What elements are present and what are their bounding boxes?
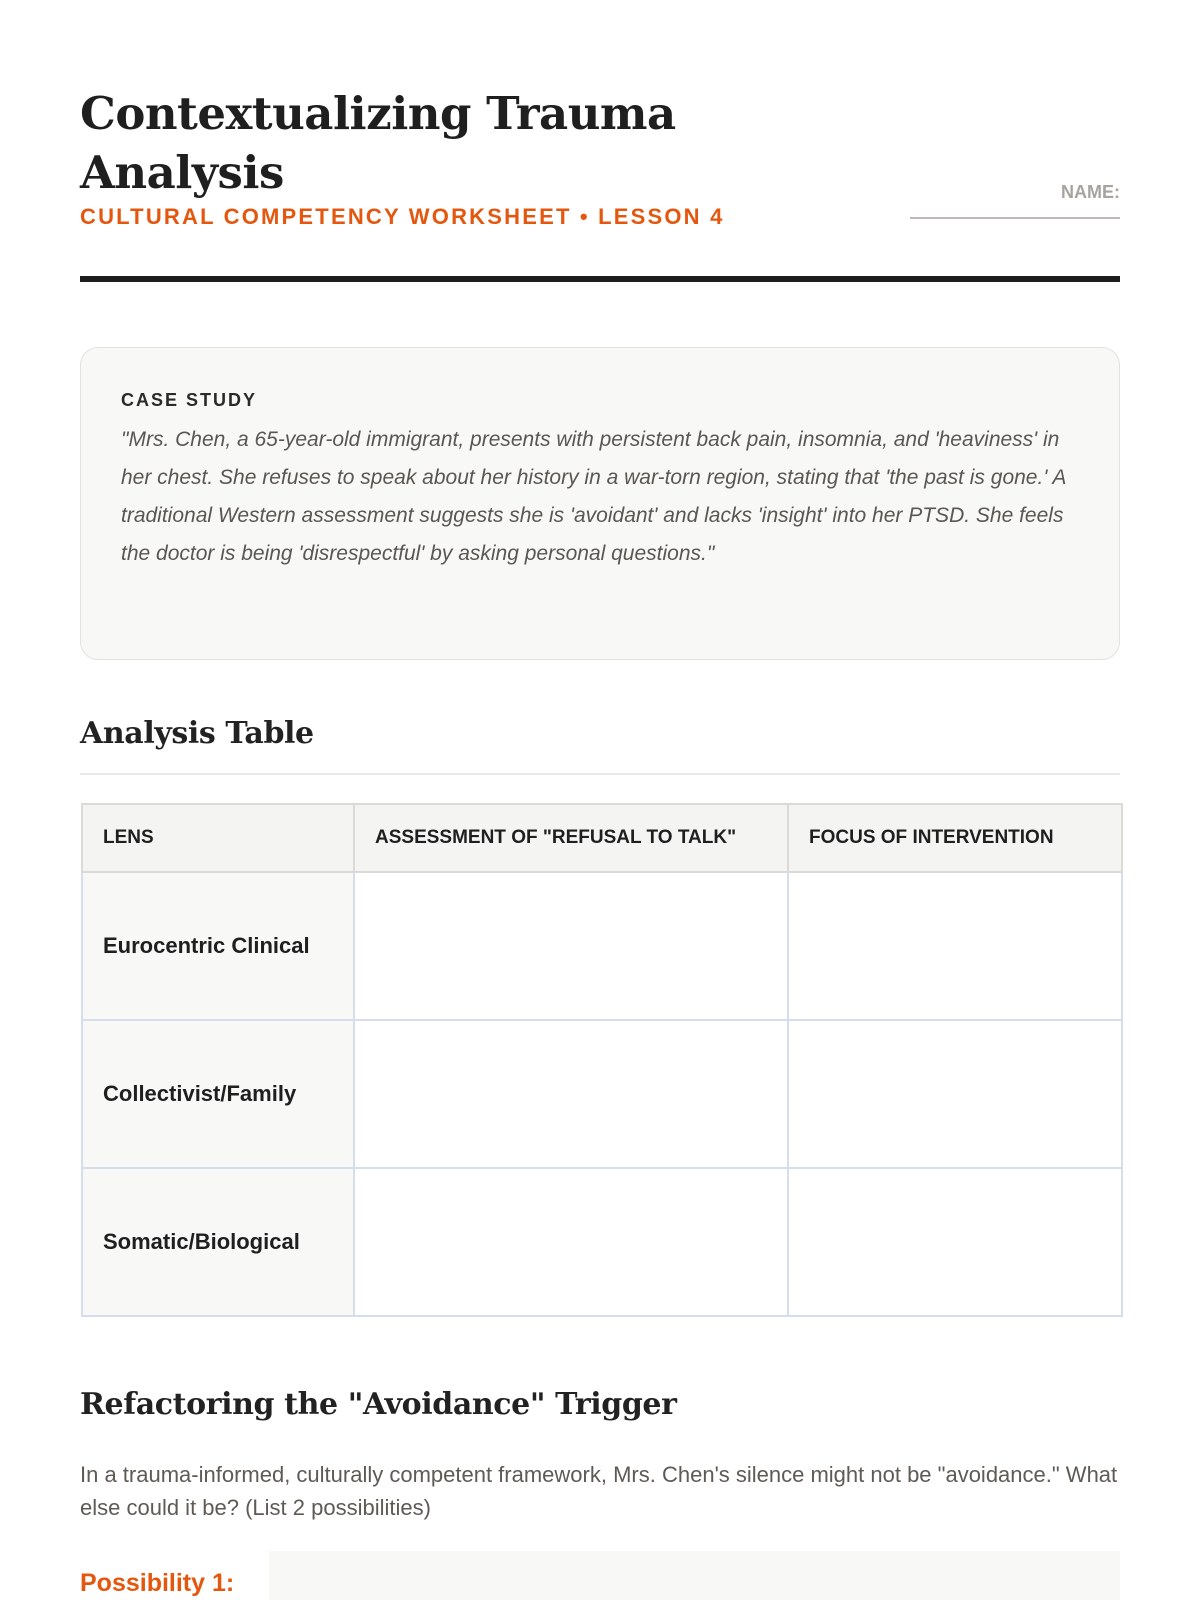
assessment-answer-cell[interactable]: [354, 872, 788, 1020]
lens-cell: Collectivist/Family: [82, 1020, 354, 1168]
table-row: [82, 1168, 1122, 1316]
case-study-text: "Mrs. Chen, a 65-year-old immigrant, presents with persistent back pain, insomnia, and 'heaviness' in her chest. She refuses to speak about her history in a war-torn region, stating that 'the past is gone.' A traditional Western assessment suggests she is 'avoidant' and lacks 'insight' into her PTSD. She feels the doctor is being 'disrespectful' by asking personal questions.": [121, 428, 1066, 565]
column-header-lens: LENS: [82, 804, 354, 872]
refactor-section-title: Refactoring the "Avoidance" Trigger: [80, 1387, 677, 1422]
name-label: NAME:: [1061, 182, 1120, 202]
assessment-answer-cell[interactable]: [354, 1168, 788, 1316]
intervention-answer-cell[interactable]: [788, 1168, 1122, 1316]
table-header-row: [82, 804, 1122, 872]
column-header-intervention: FOCUS OF INTERVENTION: [788, 804, 1122, 872]
worksheet-header: [80, 84, 1120, 282]
analysis-table: [81, 803, 1123, 1317]
refactor-instructions: In a trauma-informed, culturally competent framework, Mrs. Chen's silence might not be "avoidance." What else could it be? (List 2 possibilities): [80, 1462, 1118, 1520]
name-field: [910, 182, 1120, 219]
section-divider: [80, 773, 1120, 775]
table-row: [82, 872, 1122, 1020]
intervention-answer-cell[interactable]: [788, 1020, 1122, 1168]
lens-cell: Eurocentric Clinical: [82, 872, 354, 1020]
intervention-answer-cell[interactable]: [788, 872, 1122, 1020]
case-study-label: CASE STUDY: [121, 390, 258, 410]
column-header-assessment: ASSESSMENT OF "REFUSAL TO TALK": [354, 804, 788, 872]
page-title: Contextualizing Trauma Analysis: [80, 87, 676, 199]
page-subtitle: CULTURAL COMPETENCY WORKSHEET • LESSON 4: [80, 204, 725, 229]
lens-cell: Somatic/Biological: [82, 1168, 354, 1316]
header-divider: [80, 276, 1120, 282]
possibility-1-answer-box[interactable]: [269, 1551, 1120, 1600]
possibility-1-label: Possibility 1:: [80, 1569, 235, 1597]
case-study-box: [80, 347, 1120, 660]
table-row: [82, 1020, 1122, 1168]
name-input-line[interactable]: [910, 217, 1120, 219]
assessment-answer-cell[interactable]: [354, 1020, 788, 1168]
possibility-1: [80, 1551, 1120, 1600]
analysis-table-title: Analysis Table: [80, 716, 314, 751]
